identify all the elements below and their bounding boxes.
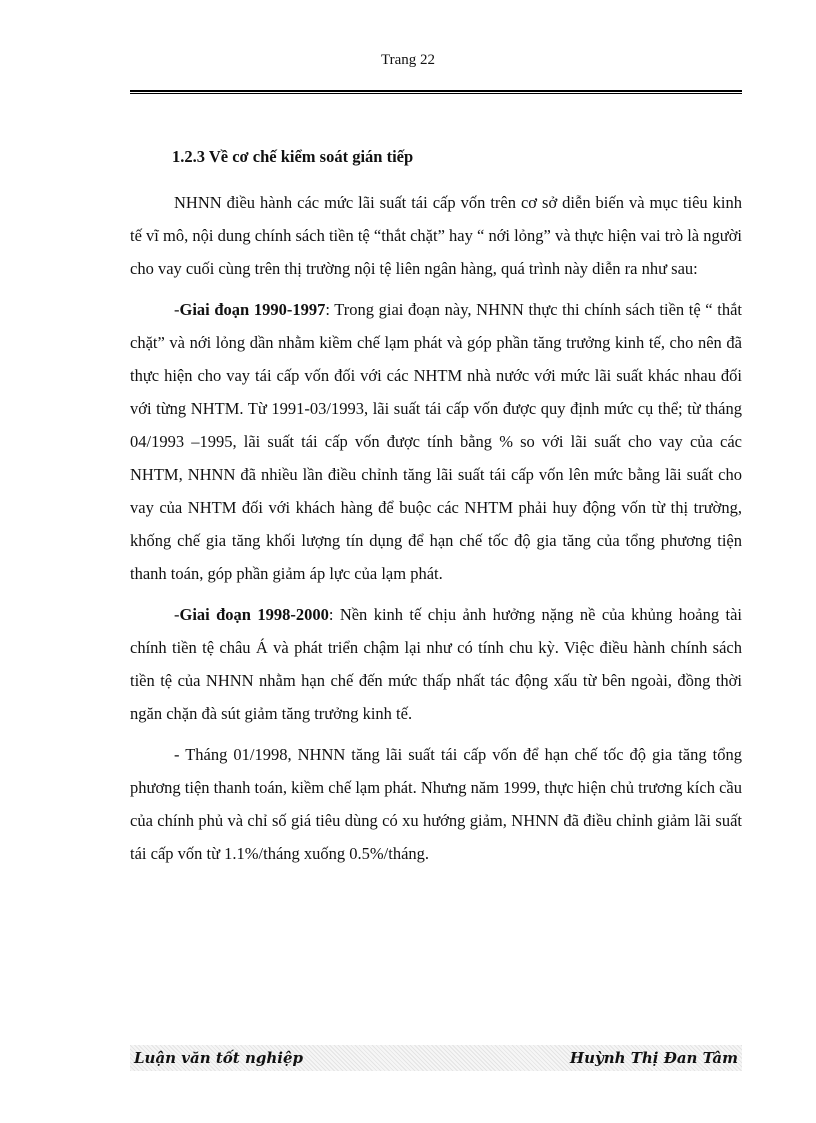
paragraph-intro [130,186,742,285]
page-number: Trang 22 [380,52,436,68]
paragraph-1998-detail-text: - Tháng 01/1998, NHNN tăng lãi suất tái cấp vốn để hạn chế tốc độ gia tăng tổng phương tiện thanh toán, kiềm chế lạm phát. Nhưng năm 1999, thực hiện chủ trương kích cầu của chính phủ và chỉ số giá tiêu dùng có xu hướng giảm, NHNN đã điều chỉnh giảm lãi suất tái cấp vốn từ 1.1%/tháng xuống 0.5%/tháng. [130,745,742,863]
page-footer [130,1045,742,1071]
page-header [0,52,816,69]
section-heading: 1.2.3 Về cơ chế kiểm soát gián tiếp [172,147,414,166]
paragraph-intro-text: NHNN điều hành các mức lãi suất tái cấp vốn trên cơ sở diễn biến và mục tiêu kinh tế vĩ mô, nội dung chính sách tiền tệ “thắt chặt” hay “ nới lỏng” và thực hiện vai trò là người cho vay cuối cùng trên thị trường nội tệ liên ngân hàng, quá trình này diễn ra như sau: [130,193,742,278]
footer-thesis-label: Luận văn tốt nghiệp [134,1049,303,1067]
footer-author-name: Huỳnh Thị Đan Tâm [569,1049,738,1067]
paragraph-period-1998-2000: -Giai đoạn 1998-2000: Nền kinh tế chịu ảnh hưởng nặng nề của khủng hoảng tài chính tiền tệ châu Á và phát triển chậm lại như có tính chu kỳ. Việc điều hành chính sách tiền tệ của NHNN nhằm hạn chế đến mức thấp nhất tác động xấu từ bên ngoài, đồng thời ngăn chặn đà sút giảm tăng trưởng kinh tế. [130,605,742,723]
header-rule [130,90,742,94]
document-body [130,142,742,878]
paragraph-period-1990-1997: -Giai đoạn 1990-1997: Trong giai đoạn này, NHNN thực thi chính sách tiền tệ “ thắt chặt” và nới lỏng dần nhằm kiềm chế lạm phát và góp phần tăng trưởng kinh tế, cho nên đã thực hiện cho vay tái cấp vốn đối với các NHTM nhà nước với mức lãi suất khác nhau đối với từng NHTM. Từ 1991-03/1993, lãi suất tái cấp vốn được quy định mức cụ thể; từ tháng 04/1993 –1995, lãi suất tái cấp vốn được tính bằng % so với lãi suất cho vay của các NHTM, NHNN đã nhiều lần điều chỉnh tăng lãi suất tái cấp vốn lên mức bằng lãi suất cho vay của NHTM đối với khách hàng để buộc các NHTM phải huy động vốn từ thị trường, khống chế gia tăng khối lượng tín dụng để hạn chế tốc độ gia tăng của tổng phương tiện thanh toán, góp phần giảm áp lực của lạm phát. [130,300,742,583]
period-text-1990-1997: : Trong giai đoạn này, NHNN thực thi chính sách tiền tệ “ thắt chặt” và nới lỏng dần nhằm kiềm chế lạm phát và góp phần tăng trưởng kinh tế, cho nên đã thực hiện cho vay tái cấp vốn đối với các NHTM nhà nước với mức lãi suất khác nhau đối với từng NHTM. Từ 1991-03/1993, lãi suất tái cấp vốn được quy định mức cụ thể; từ tháng 04/1993 –1995, lãi suất tái cấp vốn được tính bằng % so với lãi suất cho vay của các NHTM, NHNN đã nhiều lần điều chỉnh tăng lãi suất tái cấp vốn lên mức bằng lãi suất cho vay của NHTM đối với khách hàng để buộc các NHTM phải huy động vốn từ thị trường, khống chế gia tăng khối lượng tín dụng để hạn chế tốc độ gia tăng của tổng phương tiện thanh toán, góp phần giảm áp lực của lạm phát. [130,300,742,583]
period-label-1998-2000: Giai đoạn 1998-2000 [179,605,329,624]
paragraph-1998-detail [130,738,742,870]
period-text-1998-2000: : Nền kinh tế chịu ảnh hưởng nặng nề của khủng hoảng tài chính tiền tệ châu Á và phát triển chậm lại như có tính chu kỳ. Việc điều hành chính sách tiền tệ của NHNN nhằm hạn chế đến mức thấp nhất tác động xấu từ bên ngoài, đồng thời ngăn chặn đà sút giảm tăng trưởng kinh tế. [130,605,742,723]
period-label-1990-1997: Giai đoạn 1990-1997 [179,300,326,319]
